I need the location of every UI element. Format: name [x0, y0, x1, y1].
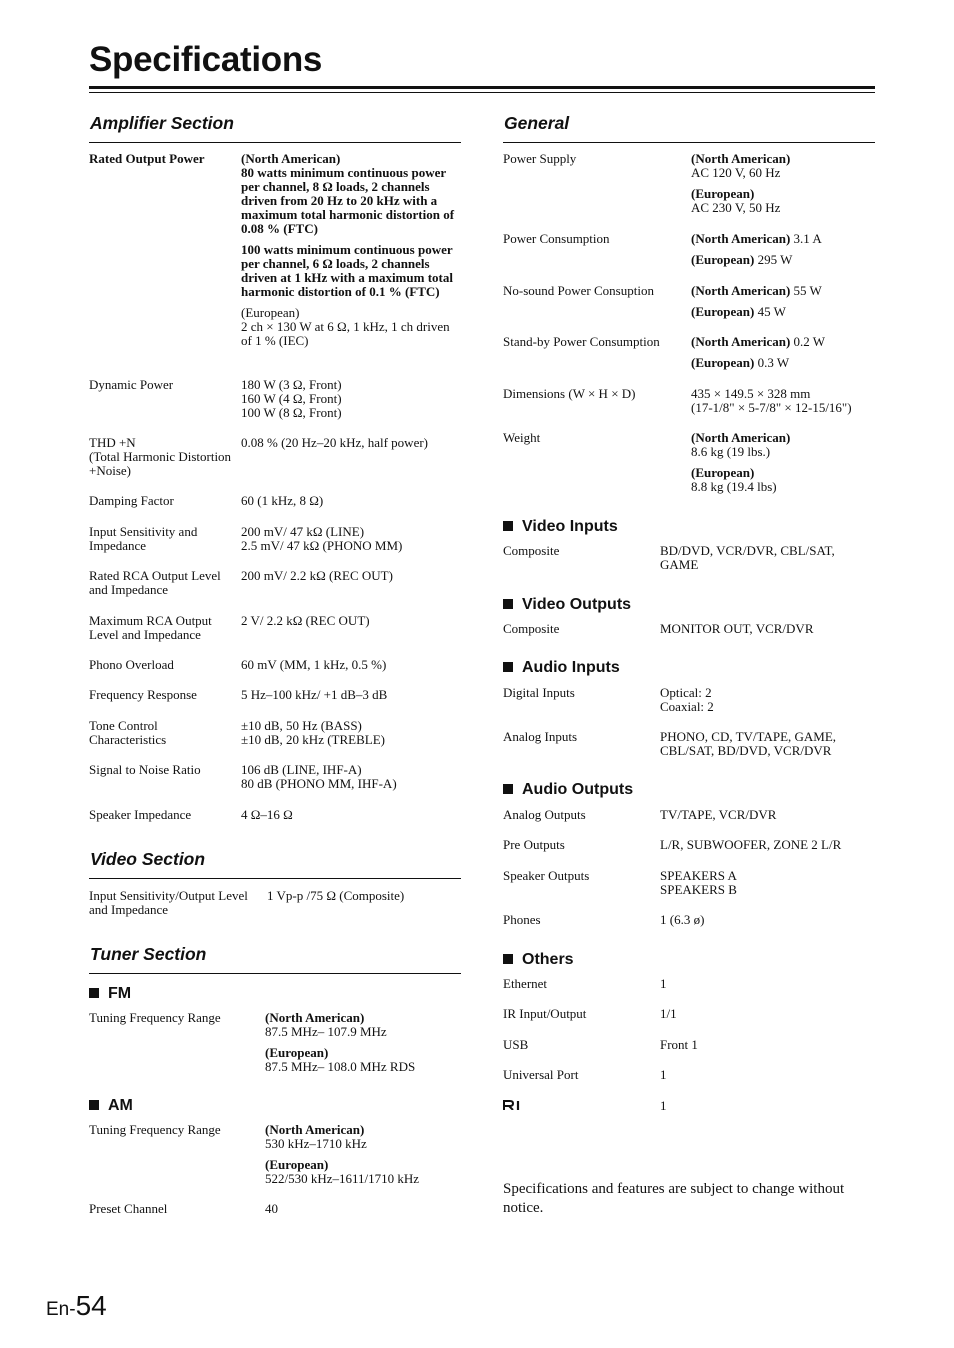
- region-north-american: (North American): [691, 430, 791, 445]
- square-bullet-icon: [89, 988, 99, 998]
- spec-value: [691, 152, 790, 215]
- video-outputs-label: Video Outputs: [522, 596, 632, 613]
- spec-label: Analog Outputs: [503, 807, 586, 822]
- snr-1: 106 dB (LINE, IHF-A): [241, 762, 362, 777]
- spec-value: 0.08 % (20 Hz–20 kHz, half power): [241, 435, 429, 450]
- input-sens-2: 2.5 mV/ 47 kΩ (PHONO MM): [241, 538, 403, 553]
- dynamic-1: 180 W (3 Ω, Front): [241, 377, 342, 392]
- video-inputs-subheading: [503, 520, 618, 534]
- spec-value: [691, 335, 825, 370]
- video-outputs-subheading: [503, 598, 631, 612]
- spec-value: 1/1: [660, 1006, 677, 1021]
- spec-label: Phono Overload: [89, 657, 174, 672]
- region-european: (European): [691, 355, 755, 370]
- tone-2: ±10 dB, 20 kHz (TREBLE): [241, 732, 385, 747]
- region-north-american: (North American): [691, 231, 791, 246]
- page-title: Specifications: [89, 40, 323, 79]
- spec-label: Stand-by Power Consumption: [503, 334, 660, 349]
- spec-label: Rated Output Power: [89, 151, 205, 166]
- spec-value: 60 mV (MM, 1 kHz, 0.5 %): [241, 657, 387, 672]
- spec-value: 1 (6.3 ø): [660, 912, 705, 927]
- am-na-range: 530 kHz–1710 kHz: [265, 1136, 367, 1151]
- page-number-value: 54: [75, 1290, 107, 1321]
- tone-1: ±10 dB, 50 Hz (BASS): [241, 718, 362, 733]
- spec-value: L/R, SUBWOOFER, ZONE 2 L/R: [660, 837, 842, 852]
- speakers-a: SPEAKERS A: [660, 868, 737, 883]
- region-european: (European): [241, 305, 300, 320]
- nosound-eu: 45 W: [754, 304, 786, 319]
- spec-value: 4 Ω–16 Ω: [241, 807, 293, 822]
- others-label: Others: [522, 951, 574, 968]
- spec-value: [691, 387, 852, 415]
- ps-na: AC 120 V, 60 Hz: [691, 165, 781, 180]
- region-north-american: (North American): [691, 334, 791, 349]
- fm-eu-range: 87.5 MHz– 108.0 MHz RDS: [265, 1059, 416, 1074]
- video-inputs-label: Video Inputs: [522, 518, 618, 535]
- ri-logo-icon: [503, 1100, 523, 1110]
- spec-label: Speaker Outputs: [503, 868, 590, 883]
- region-north-american: (North American): [691, 283, 791, 298]
- square-bullet-icon: [503, 662, 513, 672]
- spec-label: Input Sensitivity/Output Level and Impedance: [89, 888, 248, 917]
- others-subheading: [503, 953, 574, 967]
- consumption-eu: 295 W: [754, 252, 793, 267]
- spec-value: [265, 1123, 419, 1186]
- region-european: (European): [691, 304, 755, 319]
- spec-value: 5 Hz–100 kHz/ +1 dB–3 dB: [241, 687, 388, 702]
- spec-label: Weight: [503, 430, 541, 445]
- standby-eu: 0.3 W: [754, 355, 790, 370]
- spec-value: [691, 284, 822, 319]
- fm-subheading: [89, 987, 131, 1001]
- tuner-rule: [89, 973, 461, 974]
- footnote: Specifications and features are subject to change without notice.: [503, 1181, 845, 1216]
- spec-value: BD/DVD, VCR/DVR, CBL/SAT, GAME: [660, 543, 835, 572]
- region-european: (European): [691, 186, 755, 201]
- spec-label: Signal to Noise Ratio: [89, 762, 201, 777]
- rated-na-text-1: 80 watts minimum continuous power per channel, 8 Ω loads, 2 channels driven from 20 Hz to 20 kHz with a maximum total harmonic distortion of 0.08 % (FTC): [241, 165, 455, 236]
- spec-label: Maximum RCA Output Level and Impedance: [89, 613, 212, 642]
- spec-value: [660, 686, 714, 714]
- spec-label: Tone Control Characteristics: [89, 718, 167, 747]
- spec-label: Damping Factor: [89, 493, 174, 508]
- spec-value: 1: [660, 1098, 667, 1113]
- am-eu-range: 522/530 kHz–1611/1710 kHz: [265, 1171, 420, 1186]
- spec-value: 2 V/ 2.2 kΩ (REC OUT): [241, 613, 370, 628]
- input-sens-1: 200 mV/ 47 kΩ (LINE): [241, 524, 365, 539]
- fm-label: FM: [108, 985, 132, 1002]
- title-rule-thin: [89, 92, 875, 93]
- dim-imperial: (17-1/8" × 5-7/8" × 12-15/16"): [691, 400, 852, 415]
- dynamic-3: 100 W (8 Ω, Front): [241, 405, 342, 420]
- spec-label: Tuning Frequency Range: [89, 1122, 221, 1137]
- spec-label: Phones: [503, 912, 541, 927]
- ri-logo: [503, 1099, 523, 1113]
- spec-value: 60 (1 kHz, 8 Ω): [241, 493, 324, 508]
- spec-label: Composite: [503, 621, 560, 636]
- region-european: (European): [691, 252, 755, 267]
- spec-value: 1: [660, 1067, 667, 1082]
- spec-value: [241, 719, 385, 747]
- snr-2: 80 dB (PHONO MM, IHF-A): [241, 776, 397, 791]
- spec-label: Speaker Impedance: [89, 807, 192, 822]
- spec-label: USB: [503, 1037, 529, 1052]
- rated-eu-text: 2 ch × 130 W at 6 Ω, 1 kHz, 1 ch driven of 1 % (IEC): [241, 319, 450, 348]
- am-label: AM: [108, 1097, 133, 1114]
- spec-label: Tuning Frequency Range: [89, 1010, 221, 1025]
- tuner-heading: Tuner Section: [90, 944, 207, 964]
- audio-outputs-label: Audio Outputs: [522, 781, 634, 798]
- spec-label: Universal Port: [503, 1067, 579, 1082]
- region-north-american: (North American): [691, 151, 791, 166]
- amplifier-heading: Amplifier Section: [90, 113, 234, 133]
- spec-value: [691, 232, 822, 267]
- consumption-na: 3.1 A: [790, 231, 822, 246]
- general-rule: [503, 142, 875, 143]
- standby-na: 0.2 W: [790, 334, 826, 349]
- thd-label-1: THD +N: [89, 435, 136, 450]
- spec-value: [691, 431, 790, 494]
- spec-label: Frequency Response: [89, 687, 197, 702]
- amplifier-rule: [89, 142, 461, 143]
- video-heading: Video Section: [90, 849, 206, 869]
- dim-metric: 435 × 149.5 × 328 mm: [691, 386, 811, 401]
- spec-value: 1 Vp-p /75 Ω (Composite): [267, 888, 405, 903]
- square-bullet-icon: [503, 599, 513, 609]
- spec-value: [241, 152, 463, 348]
- page-number: [46, 1290, 107, 1322]
- spec-value: 40: [265, 1201, 278, 1216]
- audio-outputs-subheading: [503, 783, 633, 797]
- region-north-american: (North American): [265, 1122, 365, 1137]
- spec-label: Digital Inputs: [503, 685, 575, 700]
- spec-label: Analog Inputs: [503, 729, 578, 744]
- spec-value: [241, 525, 402, 553]
- spec-label: Composite: [503, 543, 560, 558]
- spec-label: Input Sensitivity and Impedance: [89, 524, 198, 553]
- rated-na-text-2: 100 watts minimum continuous power per channel, 6 Ω loads, 2 channels driven at 1 kHz with a maximum total harmonic distortion of 0.1 % (FTC): [241, 242, 453, 299]
- spec-value: [660, 869, 737, 897]
- square-bullet-icon: [503, 954, 513, 964]
- square-bullet-icon: [503, 784, 513, 794]
- page-prefix: En-: [46, 1299, 76, 1320]
- weight-eu: 8.8 kg (19.4 lbs): [691, 479, 777, 494]
- spec-label: Power Consumption: [503, 231, 610, 246]
- region-north-american: (North American): [265, 1010, 365, 1025]
- nosound-na: 55 W: [790, 283, 822, 298]
- am-subheading: [89, 1099, 133, 1113]
- spec-value: [241, 378, 342, 420]
- region-european: (European): [691, 465, 755, 480]
- spec-label: Ethernet: [503, 976, 548, 991]
- square-bullet-icon: [503, 521, 513, 531]
- spec-value: [241, 763, 397, 791]
- spec-label: Preset Channel: [89, 1201, 168, 1216]
- spec-value: TV/TAPE, VCR/DVR: [660, 807, 777, 822]
- audio-inputs-subheading: [503, 661, 620, 675]
- spec-label: Pre Outputs: [503, 837, 565, 852]
- general-heading: General: [504, 113, 570, 133]
- spec-value: 200 mV/ 2.2 kΩ (REC OUT): [241, 568, 393, 583]
- ps-eu: AC 230 V, 50 Hz: [691, 200, 781, 215]
- spec-value: [265, 1011, 415, 1074]
- spec-label: Rated RCA Output Level and Impedance: [89, 568, 221, 597]
- spec-label: [89, 436, 241, 478]
- audio-inputs-label: Audio Inputs: [522, 659, 620, 676]
- region-european: (European): [265, 1157, 329, 1172]
- region-north-american: (North American): [241, 151, 341, 166]
- thd-label-2: (Total Harmonic Distortion +Noise): [89, 449, 232, 478]
- spec-value: 1: [660, 976, 667, 991]
- video-rule: [89, 878, 461, 879]
- spec-label: IR Input/Output: [503, 1006, 587, 1021]
- square-bullet-icon: [89, 1100, 99, 1110]
- spec-value: MONITOR OUT, VCR/DVR: [660, 621, 814, 636]
- spec-value: Front 1: [660, 1037, 698, 1052]
- spec-label: Dynamic Power: [89, 377, 174, 392]
- weight-na: 8.6 kg (19 lbs.): [691, 444, 771, 459]
- spec-value: PHONO, CD, TV/TAPE, GAME, CBL/SAT, BD/DVD, VCR/DVR: [660, 729, 837, 758]
- region-european: (European): [265, 1045, 329, 1060]
- spec-label: No-sound Power Consuption: [503, 283, 654, 298]
- spec-label: Power Supply: [503, 151, 577, 166]
- digital-coaxial: Coaxial: 2: [660, 699, 714, 714]
- spec-label: Dimensions (W × H × D): [503, 386, 636, 401]
- fm-na-range: 87.5 MHz– 107.9 MHz: [265, 1024, 387, 1039]
- speakers-b: SPEAKERS B: [660, 882, 737, 897]
- digital-optical: Optical: 2: [660, 685, 712, 700]
- dynamic-2: 160 W (4 Ω, Front): [241, 391, 342, 406]
- title-rule-thick: [89, 86, 875, 89]
